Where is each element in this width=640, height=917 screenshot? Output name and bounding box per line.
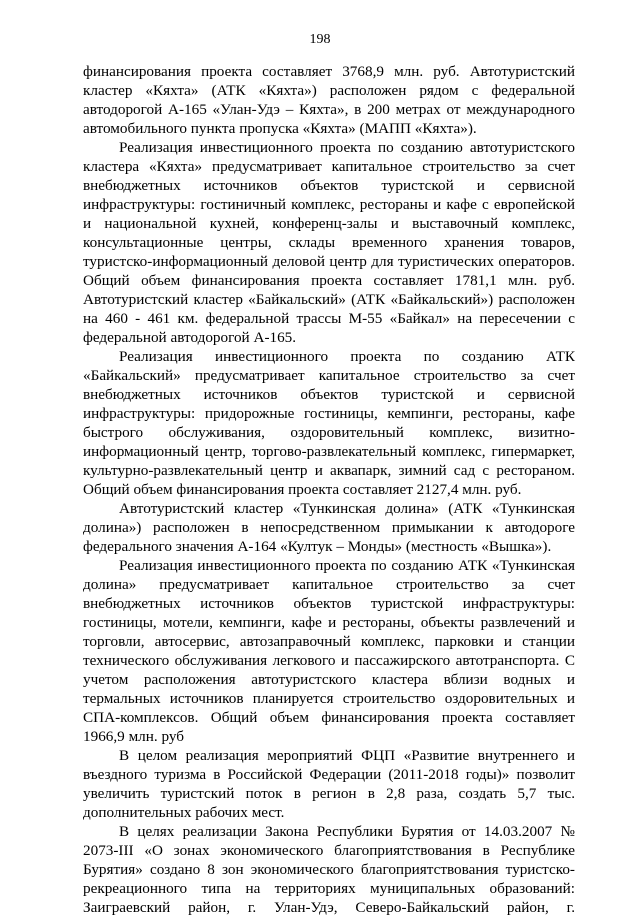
paragraph-3: Реализация инвестиционного проекта по созданию АТК «Байкальский» предусматривает капитальное строительство за счет внебюджетных источников объектов туристской и сервисной инфраструктуры: придорожные гостиницы, кемпинги, рестораны, кафе быстрого обслуживания, оздоровительный комплекс, визитно-информационный центр, торгово-развлекательный комплекс, гипермаркет, культурно-развлекательный центр и аквапарк, зимний сад с рестораном. Общий объем финансирования проекта составляет 2127,4 млн. руб. [83,348,575,498]
paragraph-2: Реализация инвестиционного проекта по созданию автотуристского кластера «Кяхта» предусматривает капитальное строительство за счет внебюджетных источников объектов туристской и сервисной инфраструктуры: гостиничный комплекс, рестораны и кафе с европейской и национальной кухней, конференц-залы и выставочный комплекс, консультационные центры, склады временного хранения товаров, туристско-информационный деловой центр для туристических операторов. Общий объем финансирования проекта составляет 1781,1 млн. руб. Автотуристский кластер «Байкальский» (АТК «Байкальский») расположен на 460 - 461 км. федеральной трассы М-55 «Байкал» на пересечении с федеральной автодорогой А-165. [83,139,575,346]
paragraph-1: финансирования проекта составляет 3768,9 млн. руб. Автотуристский кластер «Кяхта» (АТК «Кяхта») расположен рядом с федеральной автодорогой А-165 «Улан-Удэ – Кяхта», в 200 метрах от международного автомобильного пункта пропуска «Кяхта» (МАПП «Кяхта»). [83,63,575,137]
page-number: 198 [309,32,331,47]
paragraph-4: Автотуристский кластер «Тункинская долина» (АТК «Тункинская долина») расположен в непосредственном примыкании к автодороге федерального значения А-164 «Култук – Монды» (местность «Вышка»). [83,500,575,555]
paragraph-6: В целом реализация мероприятий ФЦП «Развитие внутреннего и въездного туризма в Российской Федерации (2011-2018 годы)» позволит увеличить туристский поток в регион в 2,8 раза, создать 5,7 тыс. дополнительных рабочих мест. [83,747,575,821]
paragraph-5: Реализация инвестиционного проекта по созданию АТК «Тункинская долина» предусматривает капитальное строительство за счет внебюджетных источников объектов туристской инфраструктуры: гостиницы, мотели, кемпинги, кафе и рестораны, объекты развлечений и торговли, автосервис, автозаправочный комплекс, парковки и станции технического обслуживания легкового и пассажирского автотранспорта. С учетом расположения автотуристского кластера вблизи водных и термальных источников планируется строительство оздоровительных и СПА-комплексов. Общий объем финансирования проекта составляет 1966,9 млн. руб [83,557,575,745]
paragraph-7: В целях реализации Закона Республики Бурятия от 14.03.2007 № 2073-III «О зонах экономического благоприятствования в Республике Бурятия» создано 8 зон экономического благоприятствования туристско-рекреационного типа на территориях муниципальных образований: Заиграевский район, г. Улан-Удэ, Северо-Байкальский район, г. [83,823,575,916]
document-body [83,62,575,917]
